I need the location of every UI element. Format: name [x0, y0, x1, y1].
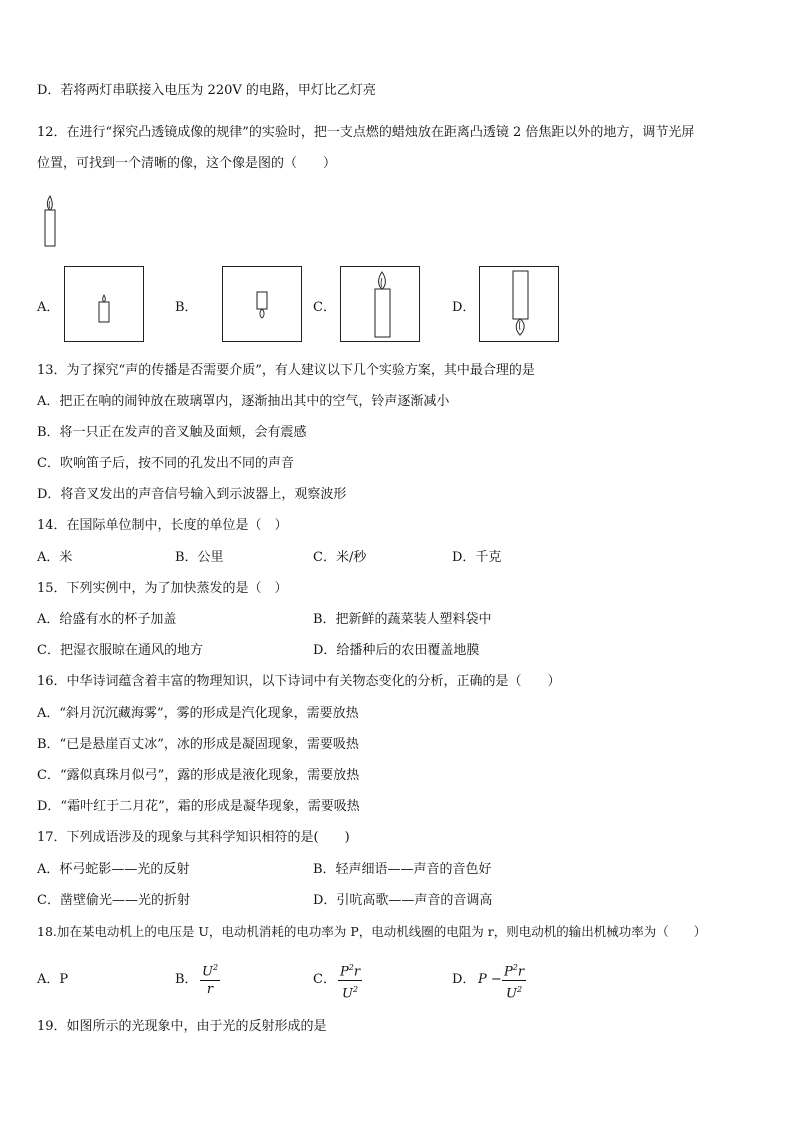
q14-option-c[interactable]: C．米/秒: [313, 550, 367, 565]
q18-option-a[interactable]: A．P: [37, 972, 69, 987]
q17-option-a[interactable]: A．杯弓蛇影——光的反射: [37, 862, 190, 877]
q16-option-b[interactable]: B．“已是悬崖百丈冰”，冰的形成是凝固现象，需要吸热: [37, 737, 359, 752]
q18-option-c-fraction[interactable]: $P^2r$ $U^2$: [340, 963, 361, 1002]
q18-label-b: B．: [175, 972, 198, 987]
q12-option-b-figure[interactable]: [222, 266, 302, 342]
q13-option-c[interactable]: C．吹响笛子后，按不同的孔发出不同的声音: [37, 456, 294, 471]
q16-stem: 16．中华诗词蕴含着丰富的物理知识，以下诗词中有关物态变化的分析，正确的是（ ）: [37, 674, 561, 689]
q15-option-a[interactable]: A．给盛有水的杯子加盖: [37, 612, 177, 627]
q14-option-d[interactable]: D．千克: [452, 550, 502, 565]
q14-stem: 14．在国际单位制中，长度的单位是（ ）: [37, 518, 288, 533]
q12-label-d: D．: [452, 300, 476, 315]
q14-option-a[interactable]: A．米: [37, 550, 73, 565]
q15-option-d[interactable]: D．给播种后的农田覆盖地膜: [313, 643, 480, 658]
q17-option-b[interactable]: B．轻声细语——声音的音色好: [313, 862, 492, 877]
q18-option-d-fraction[interactable]: $P^2r$ $U^2$: [504, 963, 525, 1002]
q14-option-b[interactable]: B．公里: [175, 550, 224, 565]
q12-label-c: C．: [313, 300, 336, 315]
q15-option-b[interactable]: B．把新鲜的蔬菜装人塑料袋中: [313, 612, 492, 627]
q12-stem-line1: 12．在进行“探究凸透镜成像的规律”的实验时，把一支点燃的蜡烛放在距离凸透镜 2 倍焦距以外的地方，调节光屏: [37, 125, 695, 140]
q16-option-d[interactable]: D．“霜叶红于二月花”，霜的形成是凝华现象，需要吸热: [37, 799, 360, 814]
q13-stem: 13．为了探究“声的传播是否需要介质”，有人建议以下几个实验方案，其中最合理的是: [37, 363, 535, 378]
q13-option-d[interactable]: D．将音叉发出的声音信号输入到示波器上，观察波形: [37, 487, 347, 502]
q16-option-a[interactable]: A．“斜月沉沉藏海雾”，雾的形成是汽化现象，需要放热: [37, 706, 359, 721]
q12-option-d-figure[interactable]: [479, 266, 559, 342]
reference-candle-figure: [40, 194, 60, 250]
q17-option-d[interactable]: D．引吭高歌——声音的音调高: [313, 893, 493, 908]
q15-option-c[interactable]: C．把湿衣服晾在通风的地方: [37, 643, 203, 658]
q18-option-b-fraction[interactable]: $U^2$ r: [202, 963, 219, 998]
q12-label-b: B．: [175, 300, 198, 315]
q18-label-d: D．: [452, 972, 476, 987]
q13-option-b[interactable]: B．将一只正在发声的音叉触及面颊，会有震感: [37, 425, 307, 440]
q13-option-a[interactable]: A．把正在响的闹钟放在玻璃罩内，逐渐抽出其中的空气，铃声逐渐减小: [37, 394, 450, 409]
q18-stem: 18.加在某电动机上的电压是 U，电动机消耗的电功率为 P，电动机线圈的电阻为 r，则电动机的输出机械功率为（ ）: [37, 924, 707, 939]
q16-option-c[interactable]: C．“露似真珠月似弓”，露的形成是液化现象，需要放热: [37, 768, 360, 783]
q12-stem-line2: 位置，可找到一个清晰的像，这个像是图的（ ）: [37, 156, 337, 171]
q18-option-d-prefix: P −: [478, 972, 502, 987]
q15-stem: 15．下列实例中，为了加快蒸发的是（ ）: [37, 581, 288, 596]
q12-option-c-figure[interactable]: [340, 266, 420, 342]
q12-label-a: A．: [37, 300, 60, 315]
q11-option-d: D．若将两灯串联接入电压为 220V 的电路，甲灯比乙灯亮: [37, 83, 376, 98]
q17-option-c[interactable]: C．凿壁偷光——光的折射: [37, 893, 190, 908]
q12-option-a-figure[interactable]: [64, 266, 144, 342]
q17-stem: 17．下列成语涉及的现象与其科学知识相符的是( ): [37, 830, 350, 845]
q18-label-c: C．: [313, 972, 336, 987]
q19-stem: 19．如图所示的光现象中，由于光的反射形成的是: [37, 1019, 327, 1034]
